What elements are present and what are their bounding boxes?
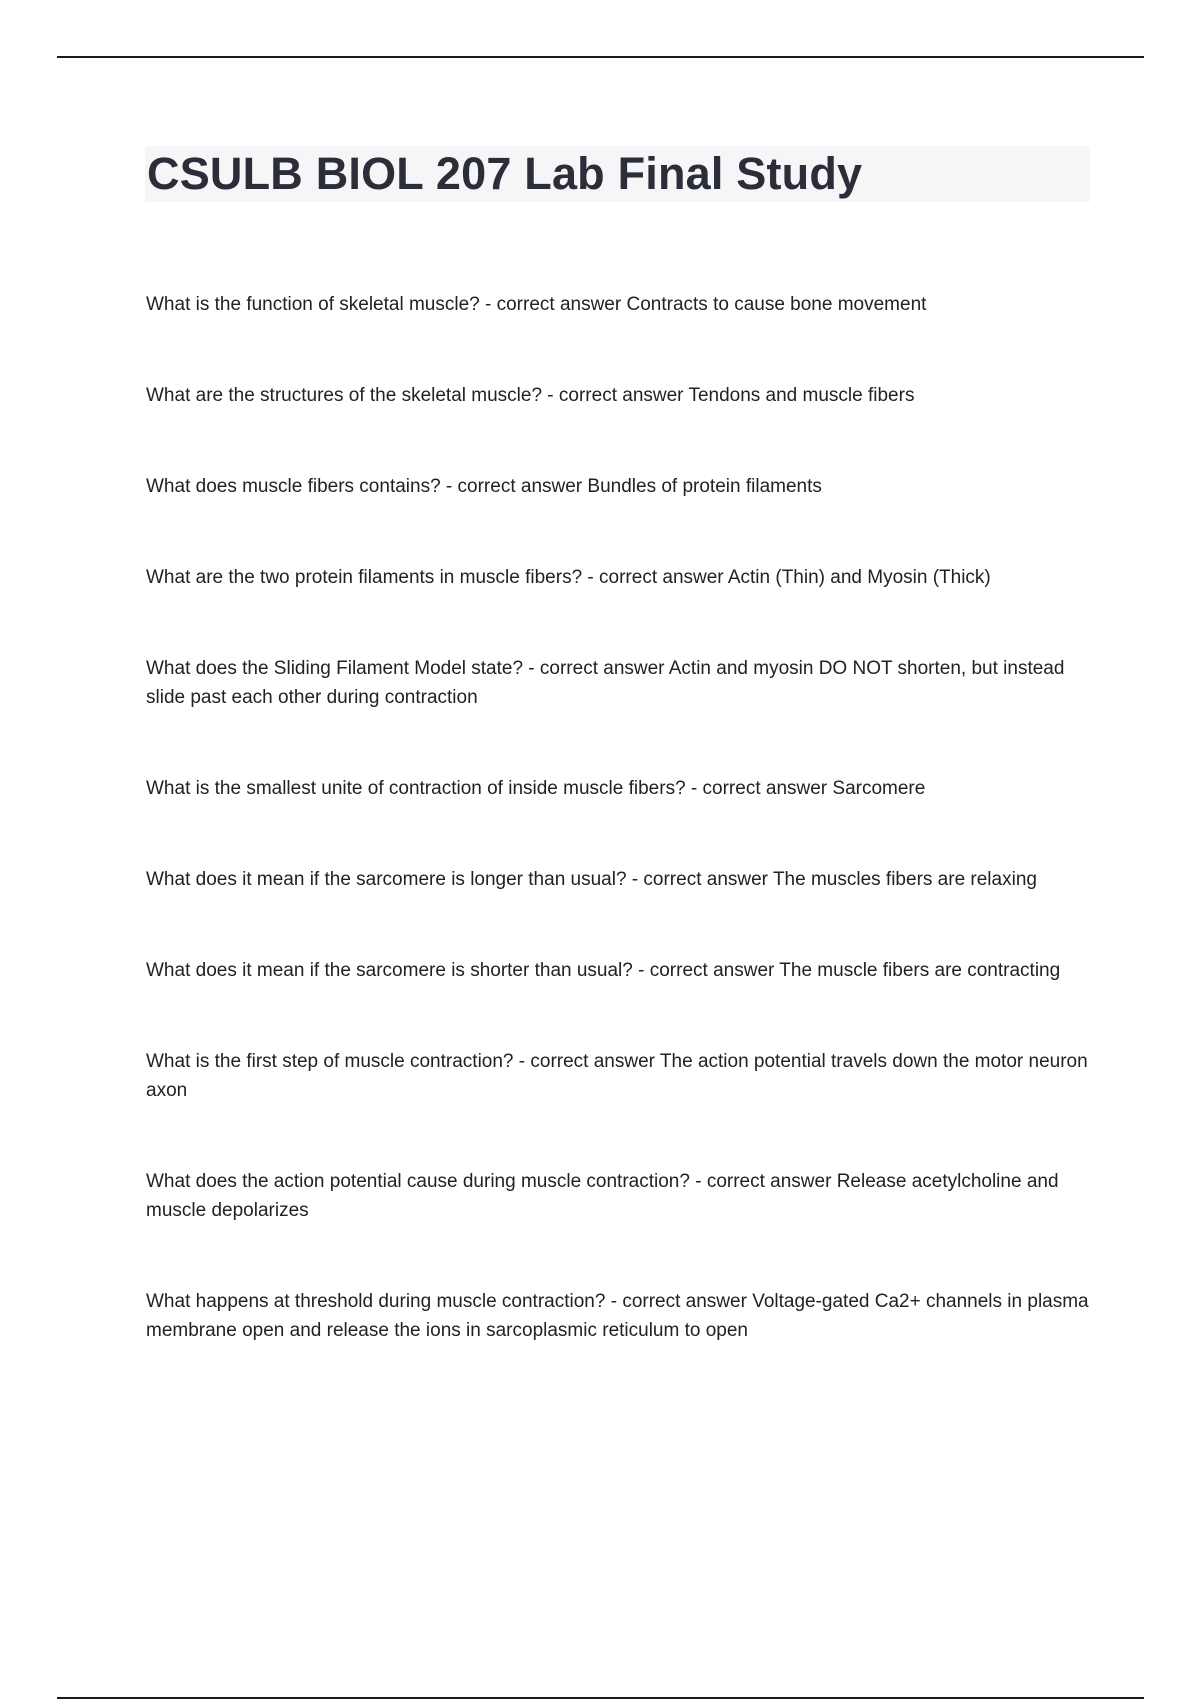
qa-item-4: [146, 563, 1096, 592]
qa-item-1: [146, 290, 1096, 319]
answer-separator: - correct answer: [542, 385, 689, 406]
answer-text: Actin and myosin DO NOT shorten, but instead slide past each other during contraction: [146, 658, 1065, 708]
bottom-rule: [57, 1697, 1144, 1699]
answer-separator: - correct answer: [523, 658, 669, 679]
answer-text: The muscle fibers are contracting: [779, 960, 1061, 981]
answer-text: Sarcomere: [832, 778, 926, 799]
answer-separator: - correct answer: [626, 869, 773, 890]
qa-item-3: [146, 472, 1096, 501]
question-text: What does it mean if the sarcomere is shorter than usual?: [146, 960, 633, 981]
answer-text: Contracts to cause bone movement: [626, 294, 927, 315]
answer-text: Actin (Thin) and Myosin (Thick): [727, 567, 991, 588]
question-text: What are the structures of the skeletal muscle?: [146, 385, 543, 406]
qa-item-9: [146, 1047, 1096, 1105]
answer-separator: - correct answer: [632, 960, 780, 981]
question-text: What does it mean if the sarcomere is longer than usual?: [146, 869, 627, 890]
qa-item-5: [146, 654, 1096, 712]
answer-text: Voltage-gated Ca2+ channels in plasma membrane open and release the ions in sarcoplasmic reticulum to open: [146, 1291, 1089, 1341]
answer-text: The action potential travels down the motor neuron axon: [146, 1051, 1088, 1101]
answer-separator: - correct answer: [689, 1171, 837, 1192]
answer-text: Tendons and muscle fibers: [688, 385, 915, 406]
question-text: What is the smallest unite of contraction of inside muscle fibers?: [146, 778, 686, 799]
question-text: What does the action potential cause during muscle contraction?: [146, 1171, 690, 1192]
page-title: CSULB BIOL 207 Lab Final Study: [147, 148, 863, 199]
answer-separator: - correct answer: [685, 778, 833, 799]
answer-text: Release acetylcholine and muscle depolarizes: [146, 1171, 1059, 1221]
answer-text: The muscles fibers are relaxing: [772, 869, 1037, 890]
question-text: What are the two protein filaments in muscle fibers?: [146, 567, 583, 588]
answer-separator: - correct answer: [605, 1291, 753, 1312]
answer-text: Bundles of protein filaments: [587, 476, 822, 497]
question-text: What does the Sliding Filament Model state?: [146, 658, 524, 679]
qa-item-8: [146, 956, 1096, 985]
question-text: What happens at threshold during muscle contraction?: [146, 1291, 606, 1312]
question-text: What is the first step of muscle contraction?: [146, 1051, 514, 1072]
qa-list: [146, 290, 1096, 1345]
answer-separator: - correct answer: [513, 1051, 660, 1072]
answer-separator: - correct answer: [440, 476, 588, 497]
qa-item-10: [146, 1167, 1096, 1225]
answer-separator: - correct answer: [479, 294, 627, 315]
answer-separator: - correct answer: [582, 567, 728, 588]
qa-item-11: [146, 1287, 1096, 1345]
question-text: What does muscle fibers contains?: [146, 476, 441, 497]
question-text: What is the function of skeletal muscle?: [146, 294, 480, 315]
qa-item-6: [146, 774, 1096, 803]
qa-item-2: [146, 381, 1096, 410]
top-rule: [57, 56, 1144, 58]
qa-item-7: [146, 865, 1096, 894]
